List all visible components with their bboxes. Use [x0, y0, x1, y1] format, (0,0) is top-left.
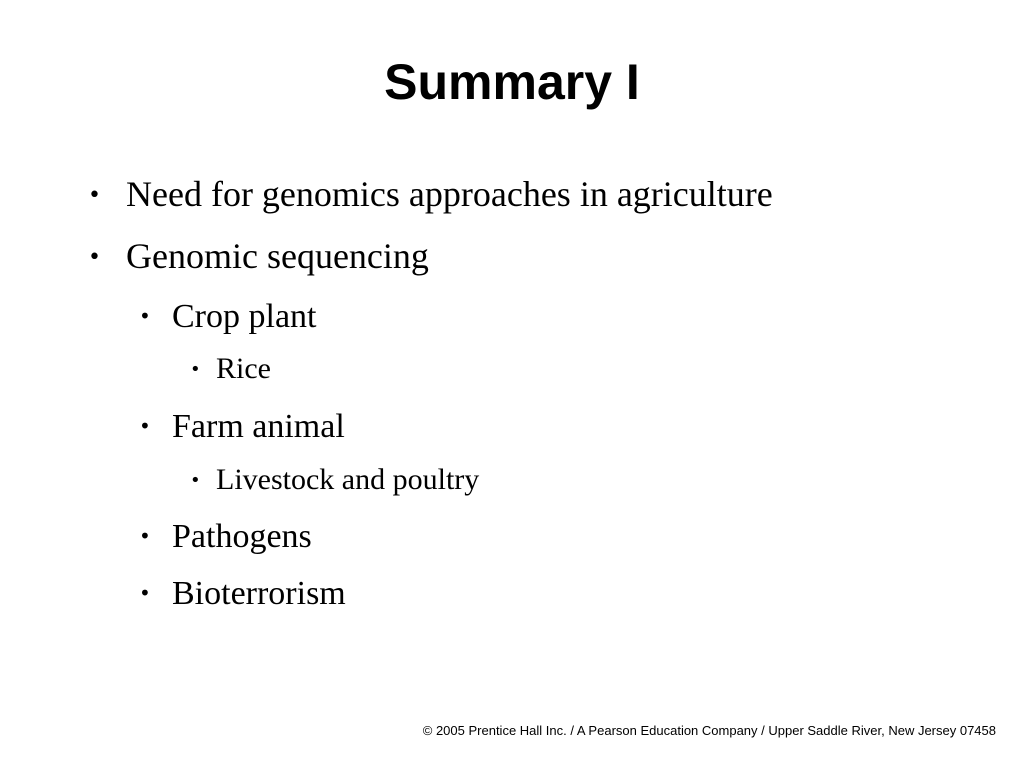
- bullet-dot-icon: •: [139, 304, 151, 328]
- bullet-item: [88, 234, 429, 280]
- bullet-dot-icon: •: [139, 581, 151, 605]
- bullet-item: [88, 172, 773, 218]
- sub-sub-bullet-item: [190, 350, 271, 389]
- sub-bullet-item: [139, 295, 316, 338]
- bullet-dot-icon: •: [88, 183, 101, 208]
- sub-sub-bullet-item: [190, 461, 479, 500]
- bullet-text: Farm animal: [172, 408, 345, 445]
- bullet-text: Rice: [216, 352, 271, 385]
- bullet-text: Genomic sequencing: [126, 236, 429, 276]
- bullet-dot-icon: •: [190, 359, 201, 380]
- slide-title: Summary I: [384, 54, 640, 110]
- sub-bullet-item: [139, 405, 345, 448]
- bullet-text: Need for genomics approaches in agriculture: [126, 174, 773, 214]
- bullet-text: Pathogens: [172, 518, 312, 555]
- bullet-dot-icon: •: [139, 414, 151, 438]
- bullet-text: Bioterrorism: [172, 575, 346, 612]
- bullet-dot-icon: •: [88, 245, 101, 270]
- bullet-dot-icon: •: [190, 470, 201, 491]
- bullet-dot-icon: •: [139, 524, 151, 548]
- bullet-text: Livestock and poultry: [216, 463, 480, 496]
- sub-bullet-item: [139, 572, 346, 615]
- bullet-text: Crop plant: [172, 298, 317, 335]
- copyright-footer: © 2005 Prentice Hall Inc. / A Pearson Education Company / Upper Saddle River, New Jersey 07458: [422, 723, 996, 738]
- sub-bullet-item: [139, 515, 312, 558]
